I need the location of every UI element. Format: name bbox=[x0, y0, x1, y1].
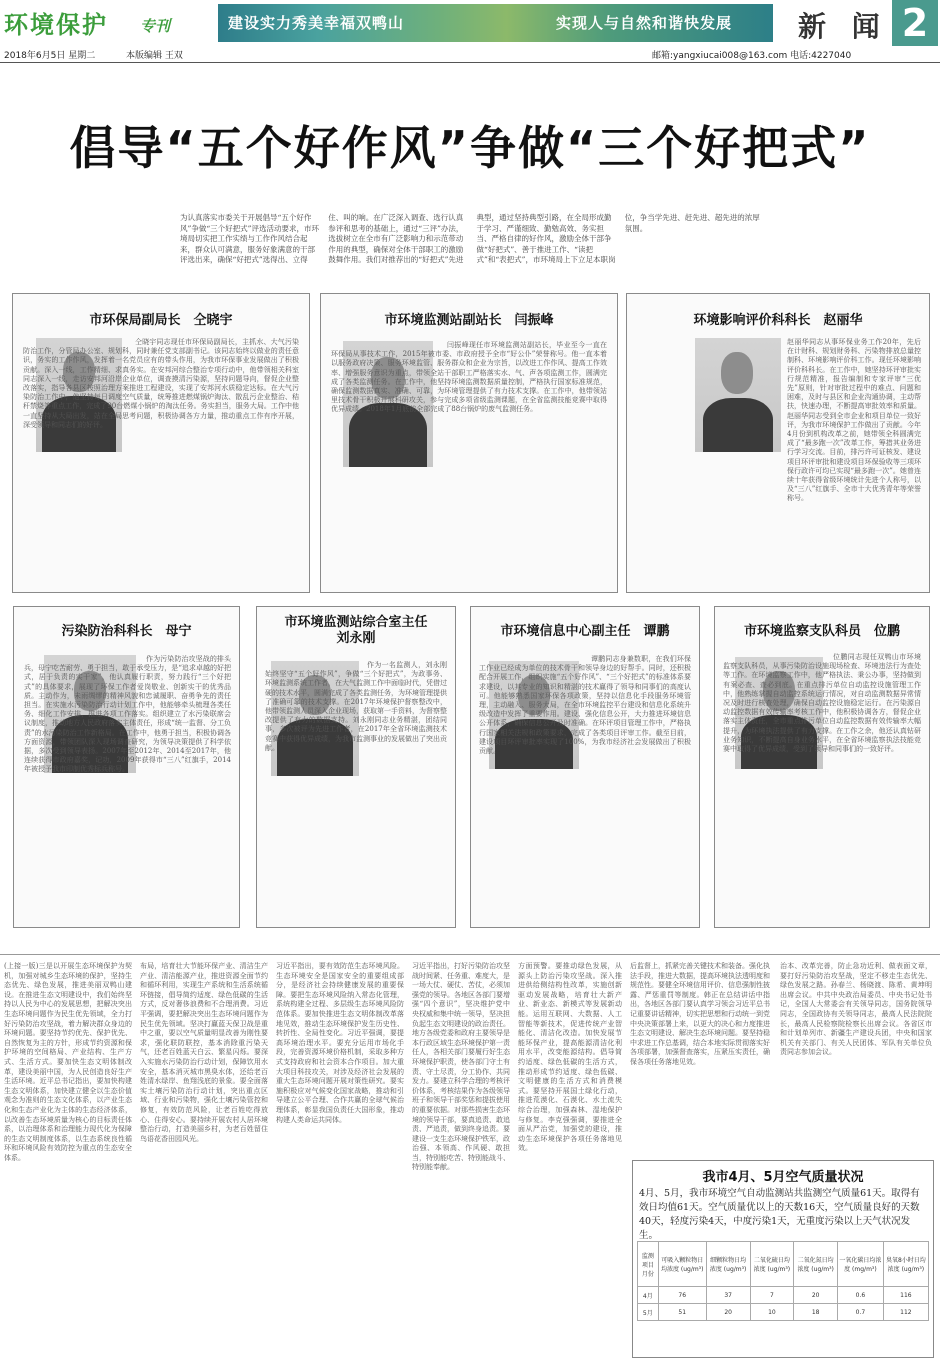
card-title: 污染防治科科长 母宁 bbox=[61, 624, 192, 639]
card-text: 作为污染防治攻坚战的排头兵，母宁吃苦耐劳、勇于担当，敢于承受压力，是“追求卓越的好把式，居于负责的实干家”，他认真履行职责，努力践行“三个好把式”的具体要求，展现了环保工作者爱岗敬业、创新实干的优秀品质。主动作为，未雨绸缪的精神风貌和忠诚履职、奋勇争先的责任担当。在实施水污染防治行动计划工作中，他能够牵头梳理各类任务、细化工作安排，推进各项工作落实。组织建立了水污染联席会议制度，推动地方人民政府落实主体责任，形成“统一监督、分工负责”的水污染防治工作新格局。在工作中，他勇于担当，积极协调各方面资源，带领团队深入现场调查研究，为领导决策提供了科学依据，多次受到领导表扬。2007年至2012年、2014至2017年，他连续获得市政府嘉奖，记功，2009年获得市“三八”红旗手，2014年被授予我市印制优秀标兵称号。 bbox=[24, 655, 231, 774]
table-cell: 112 bbox=[883, 1304, 928, 1321]
col-so2: 二氧化硫日均浓度 (ug/m³) bbox=[750, 1242, 794, 1287]
profile-card-yan bbox=[320, 293, 618, 593]
card-text: 位鹏同志现任双鸭山市环境监察支队科员，从事污染防治设施现场检查、环境违法行为查处等工作。在环境监察工作中，他严格执法、秉公办事，坚持做到有案必查、查必到底。在重点排污单位自动监控设施管理工作中，他熟练掌握自动监控系统运行情况，对自动监测数据异常情况及时进行核查处理，确保自动监控设施稳定运行。在污染源自动监控数据有效传输率考核工作中，他积极协调各方，督促企业落实主体责任，全市重点排污单位自动监控数据有效传输率大幅提升，为环境执法提供了有力支撑。在工作之余，他还认真钻研业务知识，不断提高自身业务水平，在全省环境监察执法技能竞赛中取得了优异成绩，受到了领导和同事们的一致好评。 bbox=[723, 653, 921, 754]
profile-card-zhao bbox=[626, 293, 930, 593]
slogan-right: 实现人与自然和谐快发展 bbox=[556, 14, 733, 32]
portrait-photo bbox=[695, 338, 781, 452]
table-cell: 20 bbox=[706, 1304, 750, 1321]
table-cell: 37 bbox=[706, 1287, 750, 1304]
table-cell: 0.6 bbox=[838, 1287, 884, 1304]
card-text: 闫振峰现任市环境监测站副站长，毕业至今一直在环保局从事技术工作，2015年被市委、市政府授予全市“好公仆”荣誉称号。他一直本着以服务政府决策、服务环境监管、服务群众和企业为宗旨，以改进工作作风、提高工作效率、增强服务意识为重点，带领全站干部职工严格落实水、气、声各项监测工作，圆满完成了各类监测任务。在工作中，他坚持环境监测数据质量控制，严格执行国家标准规范，确保监测数据真实、准确、可靠，为环境管理提供了有力技术支撑。在工作中，他带领站里技术骨干积极开展科研攻关，参与完成多项省级监测课题，在全省监测技能竞赛中取得优异成绩。2018年1月底前全部完成了88台锅炉的废气监测任务。 bbox=[331, 341, 607, 414]
table-header-row bbox=[638, 1242, 929, 1287]
col-no2: 二氧化氮日均浓度 (ug/m³) bbox=[794, 1242, 838, 1287]
profile-card-tong bbox=[12, 293, 310, 593]
headline: 倡导“五个好作风”争做“三个好把式” bbox=[69, 121, 871, 175]
col-month: 监测项目 月份 bbox=[638, 1242, 659, 1287]
article-column-6: 后监督上，抓紧完善关键技术和装备。强化执法手段，推进大数据，提高环境执法透明度和规范性。要健全环境信用评价、信息强制性披露、严惩重罚等制度。韩正在总结讲话中指出，各地区各部门要认真学习领会习近平总书记重要讲话精神，切实把思想和行动统一到党中央决策部署上来，以更大的决心和力度推进生态文明建设、解决生态环境问题。要坚持稳中求进工作总基调，结合本地实际贯彻落实好各项部署，加强督查落实，压紧压实责任，确保各项任务落地见效。 bbox=[630, 962, 770, 1066]
table-row bbox=[638, 1287, 929, 1304]
article-column-1: (上接一版)三是以开展生态环境保护为契机，加强对城乡生态环境的保护，坚持生态优先、绿色发展，推进美丽双鸭山建设。在推进生态文明建设中，我们始终坚持以人民为中心的发展思想，把解决突出生态环境问题作为民生优先领域，全力打好污染防治攻坚战，着力解决群众身边的环境问题。要坚持节约优先、保护优先、自然恢复为主的方针，形成节约资源和保护环境的空间格局、产业结构、生产方式、生活方式。要加快生态文明体制改革，建设美丽中国，为人民创造良好生产生活环境。近平总书记指出，要加快构建生态文明体系，加快建立健全以生态价值观念为准则的生态文化体系，以产业生态化和生态产业化为主体的生态经济体系，以改善生态环境质量为核心的目标责任体系，以治理体系和治理能力现代化为保障的生态文明制度体系，以生态系统良性循环和环境风险有效防控为重点的生态安全体系。 bbox=[4, 962, 132, 1162]
article-column-3: 习近平指出，要有效防范生态环境风险。生态环境安全是国家安全的重要组成部分，是经济社会持续健康发展的重要保障。要把生态环境风险纳入常态化管理，系统构建全过程、多层级生态环境风险防范体系。要加快推进生态文明体制改革落地见效，推动生态环境保护发生历史性、转折性、全局性变化。习近平强调，要提高环境治理水平。要充分运用市场化手段，完善资源环境价格机制，采取多种方式支持政府和社会资本合作项目。加大重大项目科技攻关，对涉及经济社会发展的重大生态环境问题开展对策性研究。要实施积极应对气候变化国家战略，推动和引导建立公平合理、合作共赢的全球气候治理体系，彰显我国负责任大国形象，推动构建人类命运共同体。 bbox=[276, 962, 404, 1124]
top-rule bbox=[0, 62, 940, 63]
table-cell: 5月 bbox=[638, 1304, 659, 1321]
col-pm10: 可吸入颗粒物日均浓度 (ug/m³) bbox=[658, 1242, 706, 1287]
info-bar bbox=[0, 47, 940, 61]
article-column-2: 布局，培育壮大节能环保产业、清洁生产产业、清洁能源产业，推进资源全面节约和循环利用，实现生产系统和生活系统循环链接，倡导简约适度、绿色低碳的生活方式，反对奢侈浪费和不合理消费。习近平强调，要把解决突出生态环境问题作为民生优先领域。坚决打赢蓝天保卫战是重中之重，要以空气质量明显改善为刚性要求，强化联防联控，基本消除重污染天气，还老百姓蓝天白云、繁星闪烁。要深入实施水污染防治行动计划，保障饮用水安全，基本消灭城市黑臭水体，还给老百姓清水绿岸、鱼翔浅底的景象。要全面落实土壤污染防治行动计划，突出重点区域、行业和污染物，强化土壤污染管控和修复，有效防范风险，让老百姓吃得放心、住得安心。要持续开展农村人居环境整治行动，打造美丽乡村，为老百姓留住鸟语花香田园风光。 bbox=[140, 962, 268, 1143]
editor-credit: 本版编辑 王双 bbox=[126, 51, 183, 61]
table-cell: 10 bbox=[750, 1304, 794, 1321]
card-title: 环境影响评价科科长 赵丽华 bbox=[693, 313, 863, 328]
profile-card-tan bbox=[470, 606, 700, 928]
profile-card-wei bbox=[714, 606, 930, 928]
profile-card-liu bbox=[256, 606, 456, 928]
card-title: 市环境监测站综合室主任 刘永刚 bbox=[284, 615, 441, 646]
intro-paragraph: 为认真落实市委关于开展倡导“五个好作风”争做“三个好把式”评选活动要求，市环境局切实把工作实绩与工作作风结合起来，群众认可满意，服务好象满意的干部评选出来，确保“好把式”选得出、立得住、叫的响。在广泛深入调查、选行认真参评和思考的基础上，通过“三评”办法，选拔树立在全市有广泛影响力和示范带动作用的典型，确保对全体干部职工的激励鼓舞作用。我们对推荐出的“好把式”先进典型，通过坚持典型引路，在全局形成勤于学习、严谨细致、勤勉高效、务实担当、严格自律的好作风，激励全体干部争做“好把式”、善于推进工作、“读把式”和“表把式”，市环境局上下立足本职岗位，争当学先进、赶先进、超先进的浓厚氛围。 bbox=[180, 213, 760, 264]
air-quality-title: 我市4月、5月空气质量状况 bbox=[702, 1170, 864, 1185]
card-title: 市环境监测站副站长 闫振峰 bbox=[384, 313, 554, 328]
profile-card-mu bbox=[13, 606, 240, 928]
card-title: 市环境监察支队科员 位鹏 bbox=[743, 624, 900, 639]
paper-title: 环境保护 bbox=[4, 10, 108, 39]
table-row bbox=[638, 1304, 929, 1321]
slogan-left: 建设实力秀美幸福双鸭山 bbox=[228, 14, 405, 32]
table-cell: 18 bbox=[794, 1304, 838, 1321]
card-text: 仝晓宇同志现任市环保局副局长，主抓水、大气污染防治工作，分管局办公室、规划科，同时兼任党支部副书记。该同志始终以做业的责任意识，务实的工作作风，发挥着一名党员应有的带头作用，为我市环保事业发展做出了积极贡献。深入一线，工作精细、求真务实。在安邦河综合整治专项行动中，他带领相关科室同志深入一线，走访安邦河沿岸企业单位，调查摸清污染源，坚持问题导向，督促企业整改落实，指导各县区按照治理方案推进工程建设，实现了安邦河水质稳定达标。在大气污染防治工作中，他坚持每日调度空气质量，统筹推进燃煤锅炉淘汰、散乱污企业整治、秸秆禁烧等重点工作，完成了90台燃煤小锅炉的淘汰任务。务实担当，服务大局。工作中他一直坚持从大局出发，站在全局思考问题，积极协调各方力量，推动重点工作有序开展，深受领导和同志们的好评。 bbox=[23, 338, 299, 429]
article-column-4: 习近平指出，打好污染防治攻坚战时间紧、任务重、难度大，是一场大仗、硬仗、苦仗，必须加强党的领导。各地区各部门要增强“四个意识”，坚决维护党中央权威和集中统一领导，坚决担负起生态文明建设的政治责任。地方各级党委和政府主要领导是本行政区域生态环境保护第一责任人，各相关部门要履行好生态环境保护职责，使各部门守土有责、守土尽责，分工协作、共同发力。要建立科学合理的考核评价体系，考核结果作为各级领导班子和领导干部奖惩和提拔使用的重要依据。对那些损害生态环境的领导干部，要真追责、敢追责、严追责，做到终身追责。要建设一支生态环境保护铁军，政治强、本领高、作风硬、敢担当，特别能吃苦、特别能战斗、特别能奉献。 bbox=[412, 962, 510, 1172]
article-column-5: 方面预警。要推动绿色发展，从源头上防治污染攻坚战。深入推进供给侧结构性改革，实施创新驱动发展战略，培育壮大新产业、新业态、新模式等发展新动能。运用互联网、大数据、人工智能等新技术，促进传统产业智能化、清洁化改造。加快发展节能环保产业，提高能源清洁化利用水平，改变能源结构。倡导简约适度、绿色低碳的生活方式，推动形成节约适度、绿色低碳、文明健康的生活方式和消费模式。要坚持开展国土绿化行动，推进荒漠化、石漠化、水土流失综合治理，加强森林、湿地保护与修复。李克强强调，要推进全面从严治党，加强党的建设，推动生态环境保护各项任务落地见效。 bbox=[518, 962, 622, 1153]
col-co: 一氧化碳日均浓度 (mg/m³) bbox=[838, 1242, 884, 1287]
section-rule bbox=[0, 954, 940, 955]
card-title: 市环境信息中心副主任 谭鹏 bbox=[500, 624, 670, 639]
col-o3: 臭氧8小时日均浓度 (ug/m³) bbox=[883, 1242, 928, 1287]
issue-date: 2018年6月5日 星期二 bbox=[4, 51, 96, 61]
air-quality-box bbox=[632, 1160, 934, 1358]
air-quality-table bbox=[637, 1241, 929, 1321]
special-label: 专刊 bbox=[140, 17, 171, 35]
card-text: 谭鹏同志身兼数职，在我们环保工作业已经成为单位的技术骨干和领导身边的好帮手。同时，还积极配合开展工作，组织实施“五个好作风”、“三个好把式”的标准体系要求建设，以其专业的知识和精湛的技术赢得了领导和同事们的高度认可。他能够熟悉国家环保各项政策，坚持以信息化手段服务环境管理，主动融入、服务大局，在全市环境监控平台建设和信息化系统升级改造中发挥了重要作用。建设、强化信息公开，大力推进环境信息公开体系，确保信息公开及时准确。在环评项目管理工作中，严格执行国家相关法规和政策要求，完成了各类项目评审工作。截至目前，建设项目环评审批率实现了100%，为我市经济社会发展做出了积极贡献。 bbox=[479, 655, 691, 756]
table-cell: 0.7 bbox=[838, 1304, 884, 1321]
table-cell: 20 bbox=[794, 1287, 838, 1304]
section-name: 新 闻 bbox=[798, 10, 888, 43]
air-quality-summary: 4月、5月，我市环境空气自动监测站共监测空气质量61天。取得有效日均值61天。空气质量优以上的天数16天，空气质量良好的天数40天，轻度污染4天，中度污染1天，无重度污染以上天气状况发生。 bbox=[639, 1188, 920, 1241]
table-cell: 51 bbox=[658, 1304, 706, 1321]
card-text: 赵丽华同志从事环保业务工作20年，先后在计财科、规划财务科、污染物排放总量控制科、环境影响评价科工作。现任环境影响评价科科长。在工作中，她坚持环评审批实行规范精准，报告编制和专家评审“三优先”原则，针对审批过程中的难点、问题和困难，及时与县区和企业沟通协调，主动帮扶，快速办理，不断提高审批效率和质量。赵丽华同志受到全市企业和项目单位一致好评，为我市环境保护工作做出了贡献。今年4月份到机构改革之前，她带领全科圆满完成了“最多跑一次”改革工作，筹措其业务进行学习交流。目前，排污许可证核发、建设项目环评审批和建设项目环保验收等三项环保行政许可均已实现“最多跑一次”。她曾连续十年获得省级环境统计先进个人称号，以及“三八”红旗手、全市十大优秀青年等荣誉称号。 bbox=[787, 338, 921, 503]
page-number: 2 bbox=[892, 0, 938, 46]
article-column-7: 治本、改革完善，防止急功近利、做表面文章，要打好污染防治攻坚战，坚定不移走生态优先、绿色发展之路。孙春兰、杨晓渡、陈希、黄坤明出席会议。中共中央政治局委员、中央书记处书记，全国人大常委会有关领导同志，国务院领导同志，全国政协有关领导同志，最高人民法院院长，最高人民检察院检察长出席会议。各省区市和计划单列市、新疆生产建设兵团，中央和国家机关有关部门、有关人民团体、军队有关单位负责同志参加会议。 bbox=[780, 962, 932, 1057]
table-cell: 4月 bbox=[638, 1287, 659, 1304]
contact-info: 邮箱:yangxiucai008@163.com 电话:4227040 bbox=[652, 51, 852, 61]
table-cell: 116 bbox=[883, 1287, 928, 1304]
masthead bbox=[0, 0, 940, 44]
table-cell: 76 bbox=[658, 1287, 706, 1304]
col-pm25: 细颗粒物日均浓度 (ug/m³) bbox=[706, 1242, 750, 1287]
card-title: 市环保局副局长 仝晓宇 bbox=[89, 313, 233, 328]
card-text: 作为一名监测人，刘永刚始终坚守“五个好作风”，争做“三个好把式”，为政事务、环境监测系统工作者，在大气监测工作中面临时代，凭借过硬的技术水平，圆满完成了各类监测任务，为环境管理提供了准确可靠的技术支撑。在2017年环境保护督察整改中，他带领监测人员深入企业现场，获取第一手资料，为督察整改提供了有力的数据支持。刘永刚同志业务精湛，团结同事，多次被评为先进工作者，在2017年全省环境监测技术竞赛中获得优异成绩，为我市监测事业的发展做出了突出贡献。 bbox=[265, 661, 447, 752]
table-cell: 7 bbox=[750, 1287, 794, 1304]
